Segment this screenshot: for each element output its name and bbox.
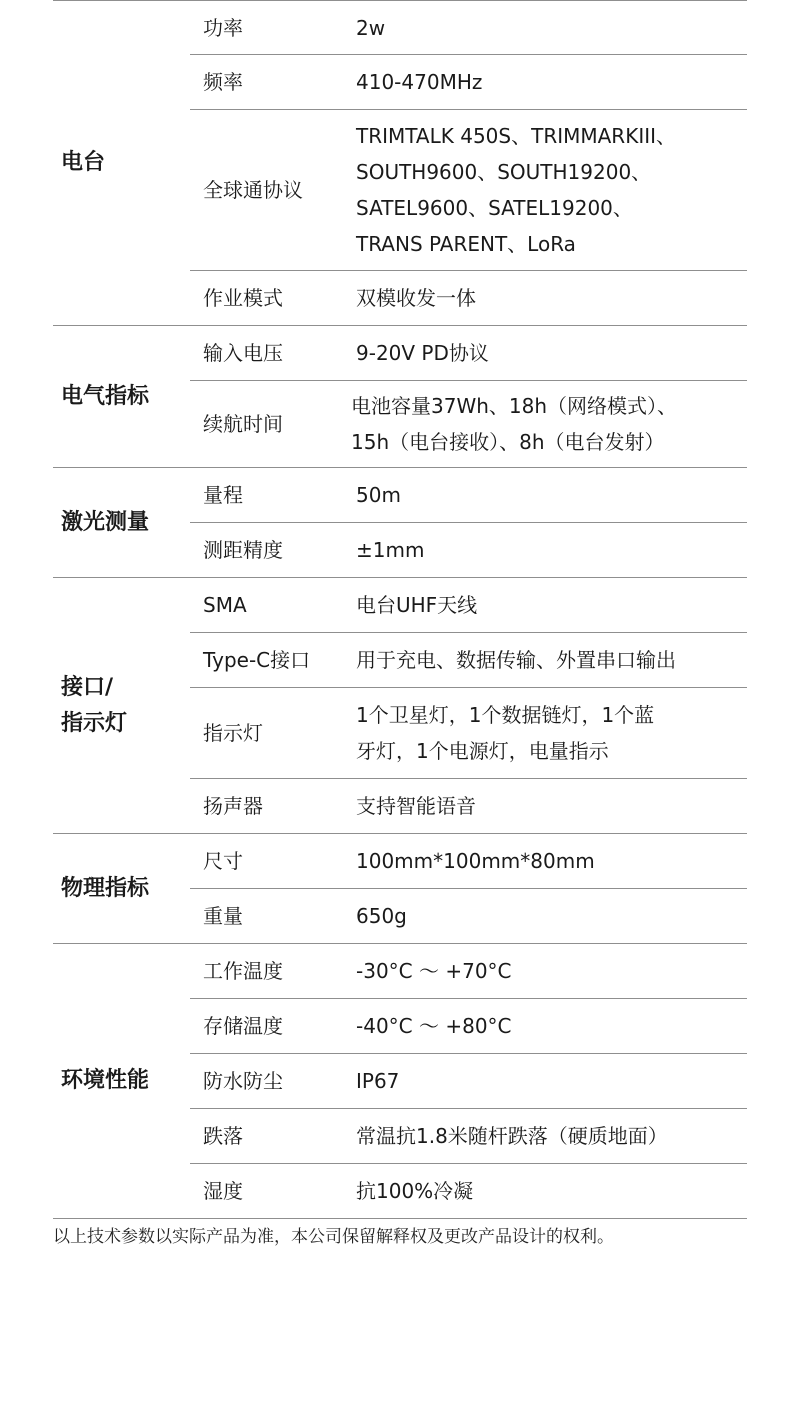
spec-row xyxy=(190,523,747,577)
category-label: 接口/ 指示灯 xyxy=(61,674,128,736)
spec-label: Type-C接口 xyxy=(203,648,311,672)
spec-row xyxy=(190,381,747,467)
spec-value: 650g xyxy=(356,904,407,928)
spec-row xyxy=(190,834,747,889)
spec-value: 2w xyxy=(356,15,386,40)
spec-label: 指示灯 xyxy=(203,721,263,745)
spec-value: 支持智能语音 xyxy=(356,794,476,818)
spec-row xyxy=(190,1,747,55)
spec-label: SMA xyxy=(203,593,247,617)
footnote: 以上技术参数以实际产品为准，本公司保留解释权及更改产品设计的权利。 xyxy=(53,1227,614,1247)
spec-value: 9-20V PD协议 xyxy=(356,341,489,365)
spec-row xyxy=(190,1164,747,1218)
spec-value: 50m xyxy=(356,483,401,507)
spec-row xyxy=(190,889,747,943)
spec-label: 量程 xyxy=(203,483,243,507)
spec-row xyxy=(190,999,747,1054)
spec-value: 抗100%冷凝 xyxy=(356,1179,474,1203)
spec-row xyxy=(190,468,747,523)
spec-label: 扬声器 xyxy=(203,794,263,818)
spec-group-radio xyxy=(53,0,747,326)
spec-value: 100mm*100mm*80mm xyxy=(356,849,595,873)
spec-row xyxy=(190,1054,747,1109)
spec-row xyxy=(190,271,747,325)
spec-value: TRIMTALK 450S、TRIMMARKIII、 SOUTH9600、SOUTH19200、 SATEL9600、SATEL19200、 TRANS PARENT、LoRa xyxy=(356,124,677,256)
spec-row xyxy=(190,578,747,633)
spec-label: 尺寸 xyxy=(203,849,243,873)
spec-row xyxy=(190,944,747,999)
category-label: 环境性能 xyxy=(61,1068,150,1093)
spec-row xyxy=(190,633,747,688)
spec-group-interface xyxy=(53,578,747,834)
spec-label: 湿度 xyxy=(203,1179,243,1203)
spec-label: 防水防尘 xyxy=(203,1069,283,1093)
spec-row xyxy=(190,779,747,833)
spec-group-physical xyxy=(53,834,747,944)
spec-row xyxy=(190,110,747,271)
spec-value: 电池容量37Wh、18h（网络模式）、 15h（电台接收）、8h（电台发射） xyxy=(351,394,678,454)
spec-label: 工作温度 xyxy=(203,959,283,983)
spec-value: ±1mm xyxy=(356,538,425,562)
spec-table xyxy=(53,0,747,1219)
spec-value: 双模收发一体 xyxy=(356,286,476,310)
spec-label: 作业模式 xyxy=(203,286,283,310)
spec-label: 功率 xyxy=(203,15,243,40)
category-label: 电气指标 xyxy=(61,383,150,409)
spec-label: 续航时间 xyxy=(203,412,283,436)
spec-group-electrical xyxy=(53,326,747,468)
spec-label: 存储温度 xyxy=(203,1014,283,1038)
spec-row xyxy=(190,688,747,779)
spec-value: 用于充电、数据传输、外置串口输出 xyxy=(356,648,676,672)
spec-label: 重量 xyxy=(203,904,243,928)
spec-row xyxy=(190,1109,747,1164)
spec-label: 跌落 xyxy=(203,1124,243,1148)
spec-group-laser xyxy=(53,468,747,578)
spec-row xyxy=(190,55,747,110)
spec-label: 测距精度 xyxy=(203,538,283,562)
spec-label: 频率 xyxy=(203,70,243,94)
spec-value: -40°C ～ +80°C xyxy=(356,1014,512,1038)
spec-value: 电台UHF天线 xyxy=(356,593,478,617)
spec-value: -30°C ～ +70°C xyxy=(356,959,512,983)
spec-value: IP67 xyxy=(356,1069,400,1093)
spec-label: 全球通协议 xyxy=(203,178,303,202)
category-label: 激光测量 xyxy=(61,509,150,535)
spec-value: 410-470MHz xyxy=(356,70,483,94)
spec-row xyxy=(190,326,747,381)
spec-label: 输入电压 xyxy=(203,341,283,365)
spec-value: 常温抗1.8米随杆跌落（硬质地面） xyxy=(356,1124,668,1148)
spec-group-environment xyxy=(53,944,747,1219)
category-label: 电台 xyxy=(61,150,106,175)
spec-value: 1个卫星灯，1个数据链灯，1个蓝 牙灯，1个电源灯，电量指示 xyxy=(356,703,655,763)
category-label: 物理指标 xyxy=(61,875,150,901)
